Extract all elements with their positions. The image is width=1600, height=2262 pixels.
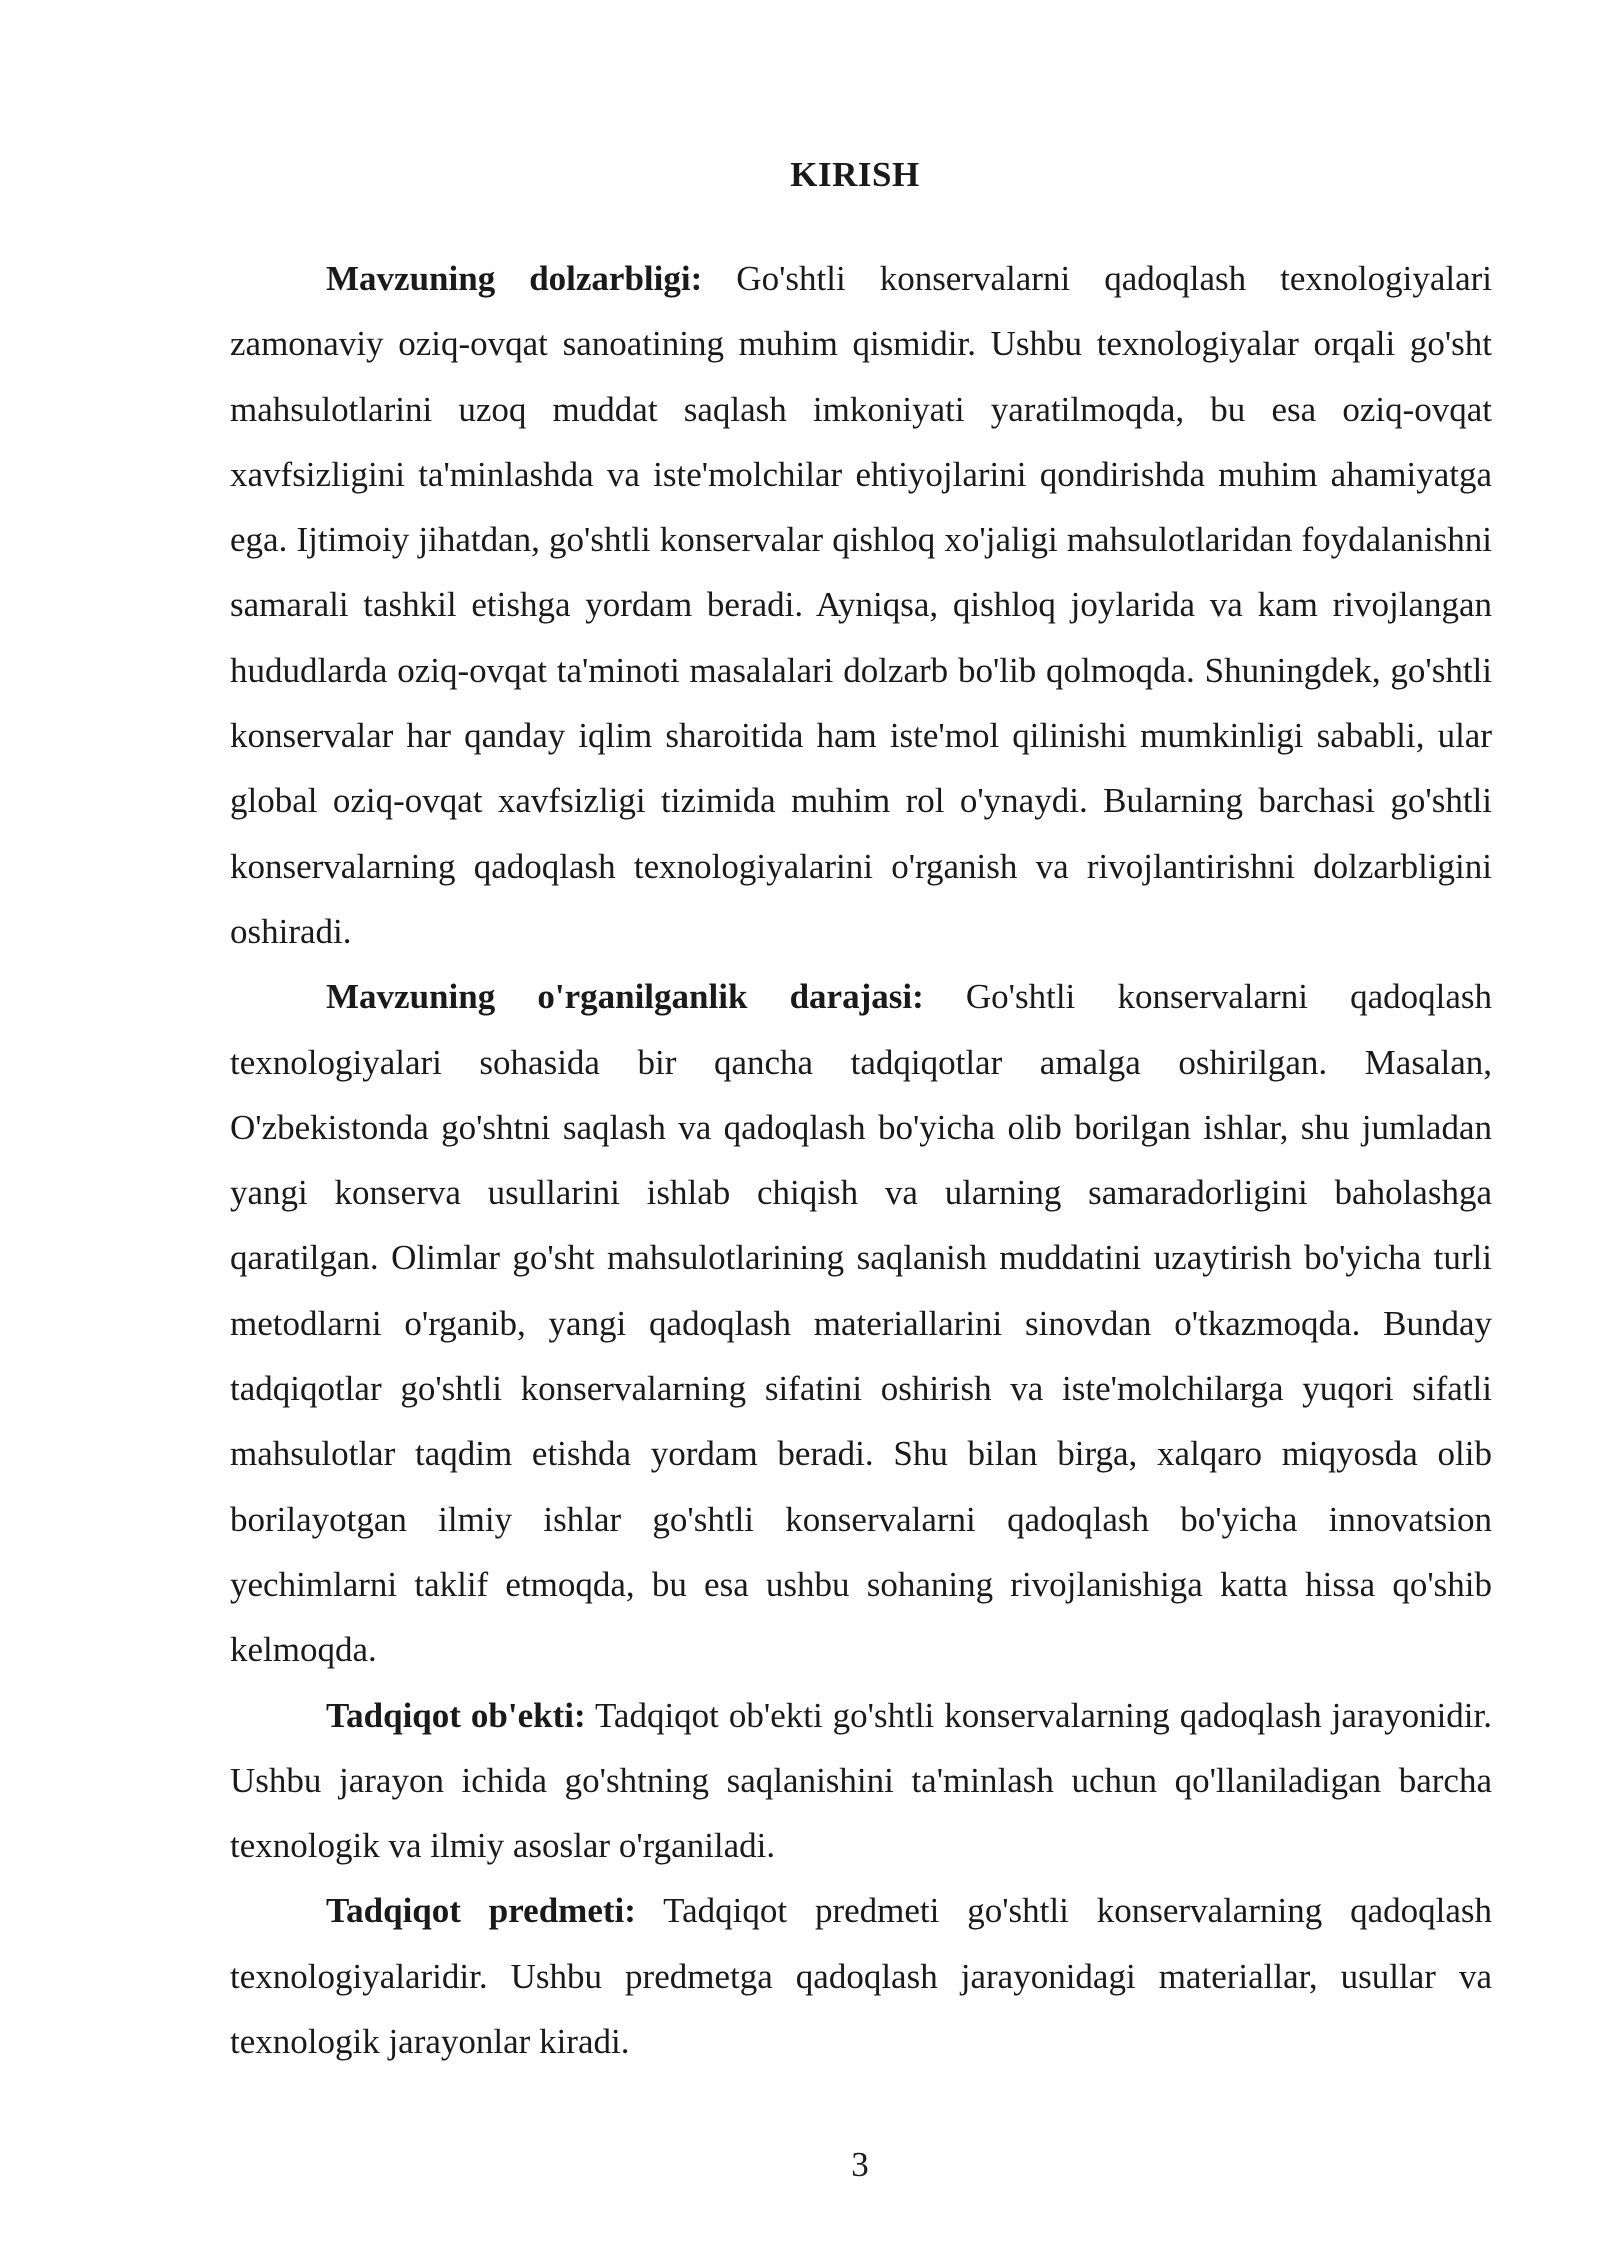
body-text [230, 246, 1492, 2074]
paragraph-text: Tadqiqot predmeti go'shtli konservalarning qadoqlash texnologiyalaridir. Ushbu predmetga qadoqlash jarayonidagi materiallar, usullar va texnologik jarayonlar kiradi. [230, 1891, 1493, 2062]
paragraph-text: Go'shtli konservalarni qadoqlash texnologiyalari sohasida bir qancha tadqiqotlar amalga oshirilgan. Masalan, O'zbekistonda go'shtni saqlash va qadoqlash bo'yicha olib borilgan ishlar, shu jumladan yangi konserva usullarini ishlab chiqish va ularning samaradorligini baholashga qaratilgan. Olimlar go'sht mahsulotlarining saqlanish muddatini uzaytirish bo'yicha turli metodlarni o'rganib, yangi qadoqlash materiallarini sinovdan o'tkazmoqda. Bunday tadqiqotlar go'shtli konservalarning sifatini oshirish va iste'molchilarga yuqori sifatli mahsulotlar taqdim etishda yordam beradi. Shu bilan birga, xalqaro miqyosda olib borilayotgan ilmiy ishlar go'shtli konservalarni qadoqlash bo'yicha innovatsion yechimlarni taklif etmoqda, bu esa ushbu sohaning rivojlanishiga katta hissa qo'shib kelmoqda. [230, 977, 1493, 1670]
paragraph-label: Mavzuning o'rganilganlik darajasi: [326, 977, 924, 1017]
paragraph-research-object [230, 1683, 1492, 1879]
paragraph-research-subject [230, 1878, 1492, 2074]
page-number: 3 [851, 2145, 869, 2184]
paragraph-label: Mavzuning dolzarbligi: [326, 259, 703, 298]
paragraph-label: Tadqiqot ob'ekti: [326, 1695, 586, 1735]
paragraph-label: Tadqiqot predmeti: [326, 1891, 636, 1931]
paragraph-relevance [230, 246, 1492, 964]
paragraph-study-level [230, 964, 1492, 1682]
paragraph-text: Tadqiqot ob'ekti go'shtli konservalarning qadoqlash jarayonidir. Ushbu jarayon ichida go'shtning saqlanishini ta'minlash uchun qo'llaniladigan barcha texnologik va ilmiy asoslar o'rganiladi. [230, 1695, 1492, 1866]
paragraph-text: Go'shtli konservalarni qadoqlash texnologiyalari zamonaviy oziq-ovqat sanoatining muhim qismidir. Ushbu texnologiyalar orqali go'sht mahsulotlarini uzoq muddat saqlash imkoniyati yaratilmoqda, bu esa oziq-ovqat xavfsizligini ta'minlashda va iste'molchilar ehtiyojlarini qondirishda muhim ahamiyatga ega. Ijtimoiy jihatdan, go'shtli konservalar qishloq xo'jaligi mahsulotlaridan foydalanishni samarali tashkil etishga yordam beradi. Ayniqsa, qishloq joylarida va kam rivojlangan hududlarda oziq-ovqat ta'minoti masalalari dolzarb bo'lib qolmoqda. Shuningdek, go'shtli konservalar har qanday iqlim sharoitida ham iste'mol qilinishi mumkinligi sababli, ular global oziq-ovqat xavfsizligi tizimida muhim rol o'ynaydi. Bularning barchasi go'shtli konservalarning qadoqlash texnologiyalarini o'rganish va rivojlantirishni dolzarbligini oshiradi. [230, 259, 1493, 951]
page-title: KIRISH [790, 155, 920, 194]
